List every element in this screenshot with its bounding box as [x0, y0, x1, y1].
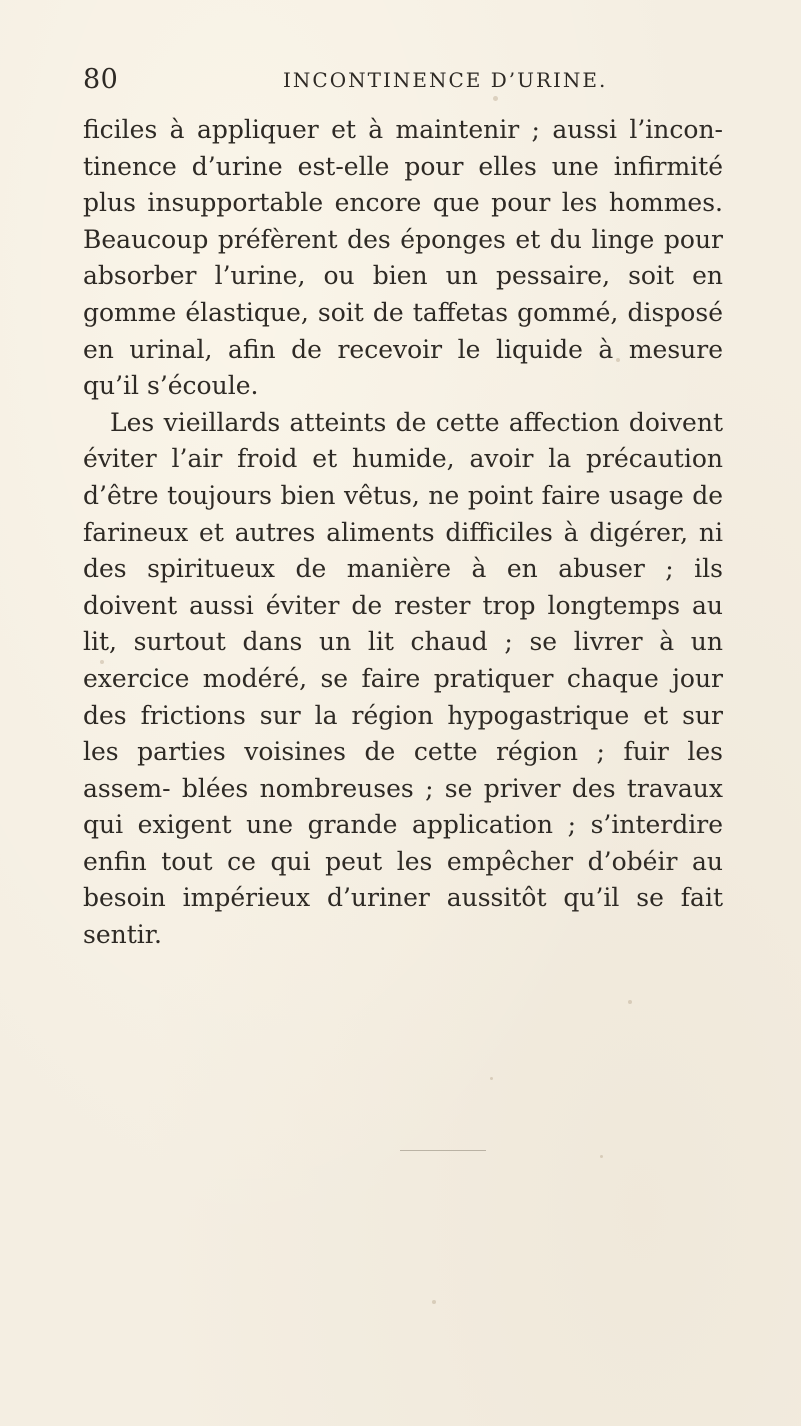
- running-title: INCONTINENCE D’URINE.: [283, 68, 608, 92]
- paper-speck: [628, 1000, 632, 1004]
- faint-pencil-mark: [400, 1150, 486, 1151]
- body-text: [83, 112, 723, 954]
- page-number: 80: [83, 64, 119, 95]
- paper-speck: [616, 358, 620, 362]
- paper-speck: [490, 1077, 493, 1080]
- paragraph: Les vieillards atteints de cette affection doivent éviter l’air froid et humide, avoir la précaution d’être toujours bien vêtus, ne point faire usage de farineux et autres aliments difficiles à digérer, ni des spiritueux de manière à en abuser ; ils doivent aussi éviter de rester trop longtemps au lit, surtout dans un lit chaud ; se livrer à un exercice modéré, se faire pratiquer chaque jour des frictions sur la région hypogastrique et sur les parties voisines de cette région ; fuir les assem- blées nombreuses ; se priver des travaux qui exigent une grande application ; s’interdire enfin tout ce qui peut les empêcher d’obéir au besoin impérieux d’uriner aussitôt qu’il se fait sentir.: [83, 407, 723, 950]
- page-header: [83, 64, 723, 100]
- paper-speck: [432, 1300, 436, 1304]
- paragraph-continuation: ficiles à appliquer et à maintenir ; aussi l’incon- tinence d’urine est-elle pour elles une infirmité plus insupportable encore que pour les hommes. Beaucoup préfèrent des éponges et du linge pour absorber l’urine, ou bien un pessaire, soit en gomme élastique, soit de taffetas gommé, disposé en urinal, afin de recevoir le liquide à mesure qu’il s’écoule.: [83, 115, 723, 401]
- paper-speck: [100, 660, 104, 664]
- paper-speck: [493, 96, 498, 101]
- paper-speck: [600, 1155, 603, 1158]
